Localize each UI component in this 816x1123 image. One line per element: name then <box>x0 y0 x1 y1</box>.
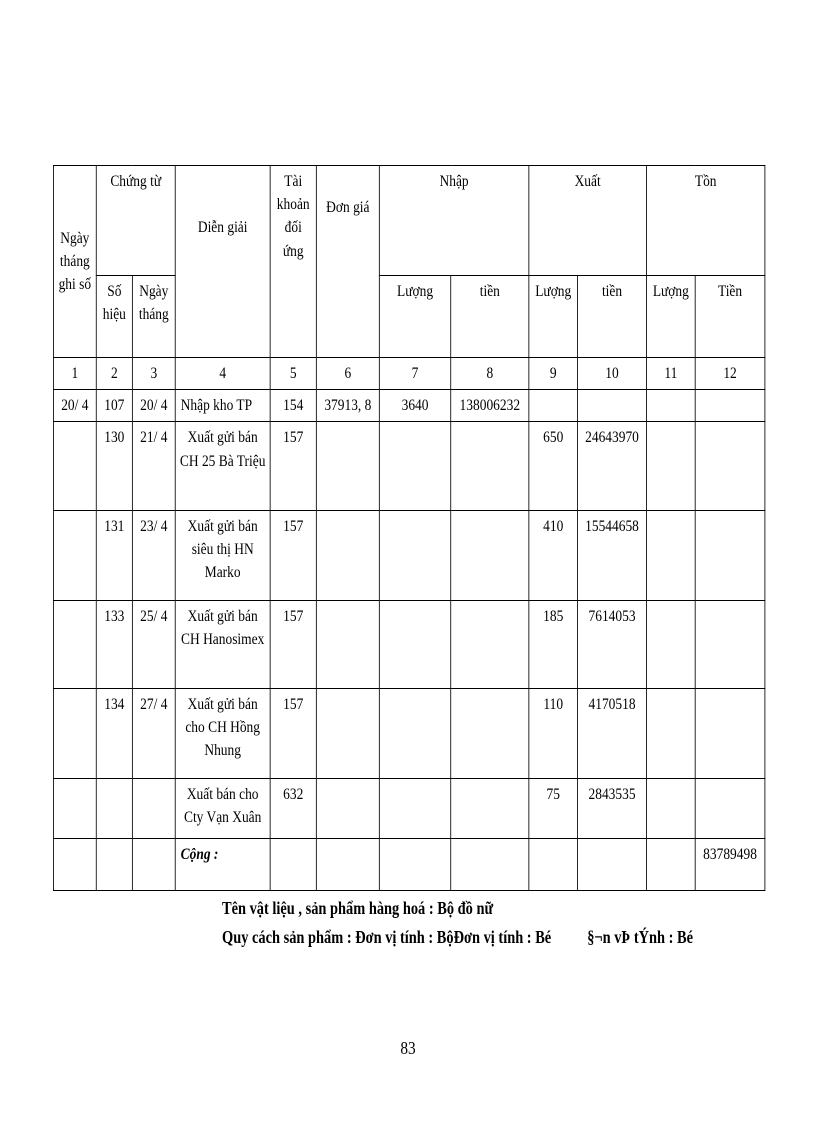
header-don-gia: Đơn giá <box>316 166 379 358</box>
cell-tien-ton <box>695 600 765 688</box>
cell-ngay: 25/ 4 <box>132 600 175 688</box>
column-number: 6 <box>316 358 379 390</box>
cell-ngay: 23/ 4 <box>132 510 175 600</box>
total-empty <box>379 838 450 890</box>
cell-so-hieu <box>96 778 132 838</box>
cell-ngay-ghi <box>53 688 96 778</box>
column-number: 4 <box>175 358 270 390</box>
cell-so-hieu: 131 <box>96 510 132 600</box>
cell-tien-nhap <box>451 778 529 838</box>
cell-don-gia <box>316 510 379 600</box>
cell-tien-xuat: 15544658 <box>578 510 647 600</box>
spec-line: Quy cách sản phẩm : Đơn vị tính : BộĐơn vị tính : Bé §¬n vÞ tÝnh : Bé <box>222 927 694 947</box>
cell-luong-nhap: 3640 <box>379 390 450 422</box>
cell-luong-xuat: 75 <box>529 778 578 838</box>
cell-luong-xuat: 650 <box>529 422 578 510</box>
cell-dien-giai: Xuất gửi bán CH 25 Bà Triệu <box>175 422 270 510</box>
cell-ngay <box>132 778 175 838</box>
cell-luong-nhap <box>379 600 450 688</box>
total-empty <box>132 838 175 890</box>
cell-luong-nhap <box>379 778 450 838</box>
cell-tk: 157 <box>270 600 316 688</box>
total-empty <box>646 838 695 890</box>
cell-ngay-ghi: 20/ 4 <box>53 390 96 422</box>
column-number: 9 <box>529 358 578 390</box>
stock-ledger-table <box>53 165 765 891</box>
cell-luong-xuat <box>529 390 578 422</box>
cell-tien-nhap <box>451 600 529 688</box>
cell-tk: 157 <box>270 510 316 600</box>
cell-tien-xuat: 4170518 <box>578 688 647 778</box>
header-tien-xuat: tiền <box>578 276 647 358</box>
header-luong-nhap: Lượng <box>379 276 450 358</box>
cell-luong-ton <box>646 778 695 838</box>
header-luong-ton: Lượng <box>646 276 695 358</box>
header-xuat: Xuất <box>529 166 647 276</box>
cell-tien-xuat: 2843535 <box>578 778 647 838</box>
cell-tien-nhap <box>451 422 529 510</box>
cell-luong-nhap <box>379 422 450 510</box>
cell-ngay-ghi <box>53 600 96 688</box>
cell-luong-nhap <box>379 510 450 600</box>
material-name-line: Tên vật liệu , sản phẩm hàng hoá : Bộ đồ nữ <box>222 898 494 918</box>
cell-luong-ton <box>646 510 695 600</box>
header-tai-khoan-doi-ung: Tài khoản đối ứng <box>270 166 316 358</box>
header-ngay-thang-ghi-so: Ngày tháng ghi số <box>53 166 96 358</box>
cell-so-hieu: 130 <box>96 422 132 510</box>
cell-tien-xuat: 7614053 <box>578 600 647 688</box>
cell-tien-nhap: 138006232 <box>451 390 529 422</box>
header-row-2 <box>53 276 764 358</box>
total-label: Cộng : <box>175 838 270 890</box>
column-number: 7 <box>379 358 450 390</box>
cell-luong-xuat: 185 <box>529 600 578 688</box>
cell-luong-xuat: 110 <box>529 688 578 778</box>
cell-dien-giai: Xuất gửi bán siêu thị HN Marko <box>175 510 270 600</box>
header-nhap: Nhập <box>379 166 529 276</box>
total-empty <box>529 838 578 890</box>
header-luong-xuat: Lượng <box>529 276 578 358</box>
cell-don-gia <box>316 688 379 778</box>
cell-ngay-ghi <box>53 422 96 510</box>
total-row <box>53 838 764 890</box>
column-number: 11 <box>646 358 695 390</box>
cell-tien-xuat: 24643970 <box>578 422 647 510</box>
table-row <box>53 422 764 510</box>
cell-tien-nhap <box>451 688 529 778</box>
cell-don-gia <box>316 600 379 688</box>
header-row-1 <box>53 166 764 276</box>
cell-dien-giai: Xuất gửi bán cho CH Hồng Nhung <box>175 688 270 778</box>
header-chung-tu: Chứng từ <box>96 166 175 276</box>
cell-luong-ton <box>646 422 695 510</box>
cell-tien-nhap <box>451 510 529 600</box>
cell-tien-ton <box>695 778 765 838</box>
cell-ngay: 27/ 4 <box>132 688 175 778</box>
cell-so-hieu: 107 <box>96 390 132 422</box>
cell-so-hieu: 134 <box>96 688 132 778</box>
cell-tk: 632 <box>270 778 316 838</box>
header-tien-nhap: tiền <box>451 276 529 358</box>
total-empty <box>578 838 647 890</box>
cell-dien-giai: Nhập kho TP <box>175 390 270 422</box>
header-so-hieu: Số hiệu <box>96 276 132 358</box>
cell-dien-giai: Xuất gửi bán CH Hanosimex <box>175 600 270 688</box>
column-number: 3 <box>132 358 175 390</box>
cell-tk: 157 <box>270 688 316 778</box>
page-number: 83 <box>400 1038 416 1058</box>
cell-ngay-ghi <box>53 510 96 600</box>
column-number-row <box>53 358 764 390</box>
column-number: 10 <box>578 358 647 390</box>
cell-ngay-ghi <box>53 778 96 838</box>
total-empty <box>316 838 379 890</box>
cell-tien-xuat <box>578 390 647 422</box>
column-number: 12 <box>695 358 765 390</box>
cell-luong-ton <box>646 688 695 778</box>
cell-luong-nhap <box>379 688 450 778</box>
column-number: 1 <box>53 358 96 390</box>
cell-don-gia: 37913, 8 <box>316 390 379 422</box>
table-row <box>53 778 764 838</box>
cell-luong-ton <box>646 390 695 422</box>
total-empty <box>96 838 132 890</box>
table-row <box>53 390 764 422</box>
cell-tien-ton <box>695 510 765 600</box>
cell-tien-ton <box>695 688 765 778</box>
cell-ngay: 21/ 4 <box>132 422 175 510</box>
table-row <box>53 510 764 600</box>
cell-ngay: 20/ 4 <box>132 390 175 422</box>
column-number: 2 <box>96 358 132 390</box>
header-tien-ton: Tiền <box>695 276 765 358</box>
cell-don-gia <box>316 422 379 510</box>
cell-don-gia <box>316 778 379 838</box>
table-row <box>53 688 764 778</box>
cell-tk: 157 <box>270 422 316 510</box>
table-row <box>53 600 764 688</box>
cell-dien-giai: Xuất bán cho Cty Vạn Xuân <box>175 778 270 838</box>
cell-so-hieu: 133 <box>96 600 132 688</box>
total-empty <box>53 838 96 890</box>
total-empty <box>451 838 529 890</box>
column-number: 8 <box>451 358 529 390</box>
header-ton: Tồn <box>646 166 764 276</box>
cell-tien-ton <box>695 422 765 510</box>
total-empty <box>270 838 316 890</box>
cell-tien-ton <box>695 390 765 422</box>
header-ngay-thang: Ngày tháng <box>132 276 175 358</box>
column-number: 5 <box>270 358 316 390</box>
cell-luong-xuat: 410 <box>529 510 578 600</box>
header-dien-giai: Diễn giải <box>175 166 270 358</box>
cell-tk: 154 <box>270 390 316 422</box>
cell-luong-ton <box>646 600 695 688</box>
total-tien-ton: 83789498 <box>695 838 765 890</box>
